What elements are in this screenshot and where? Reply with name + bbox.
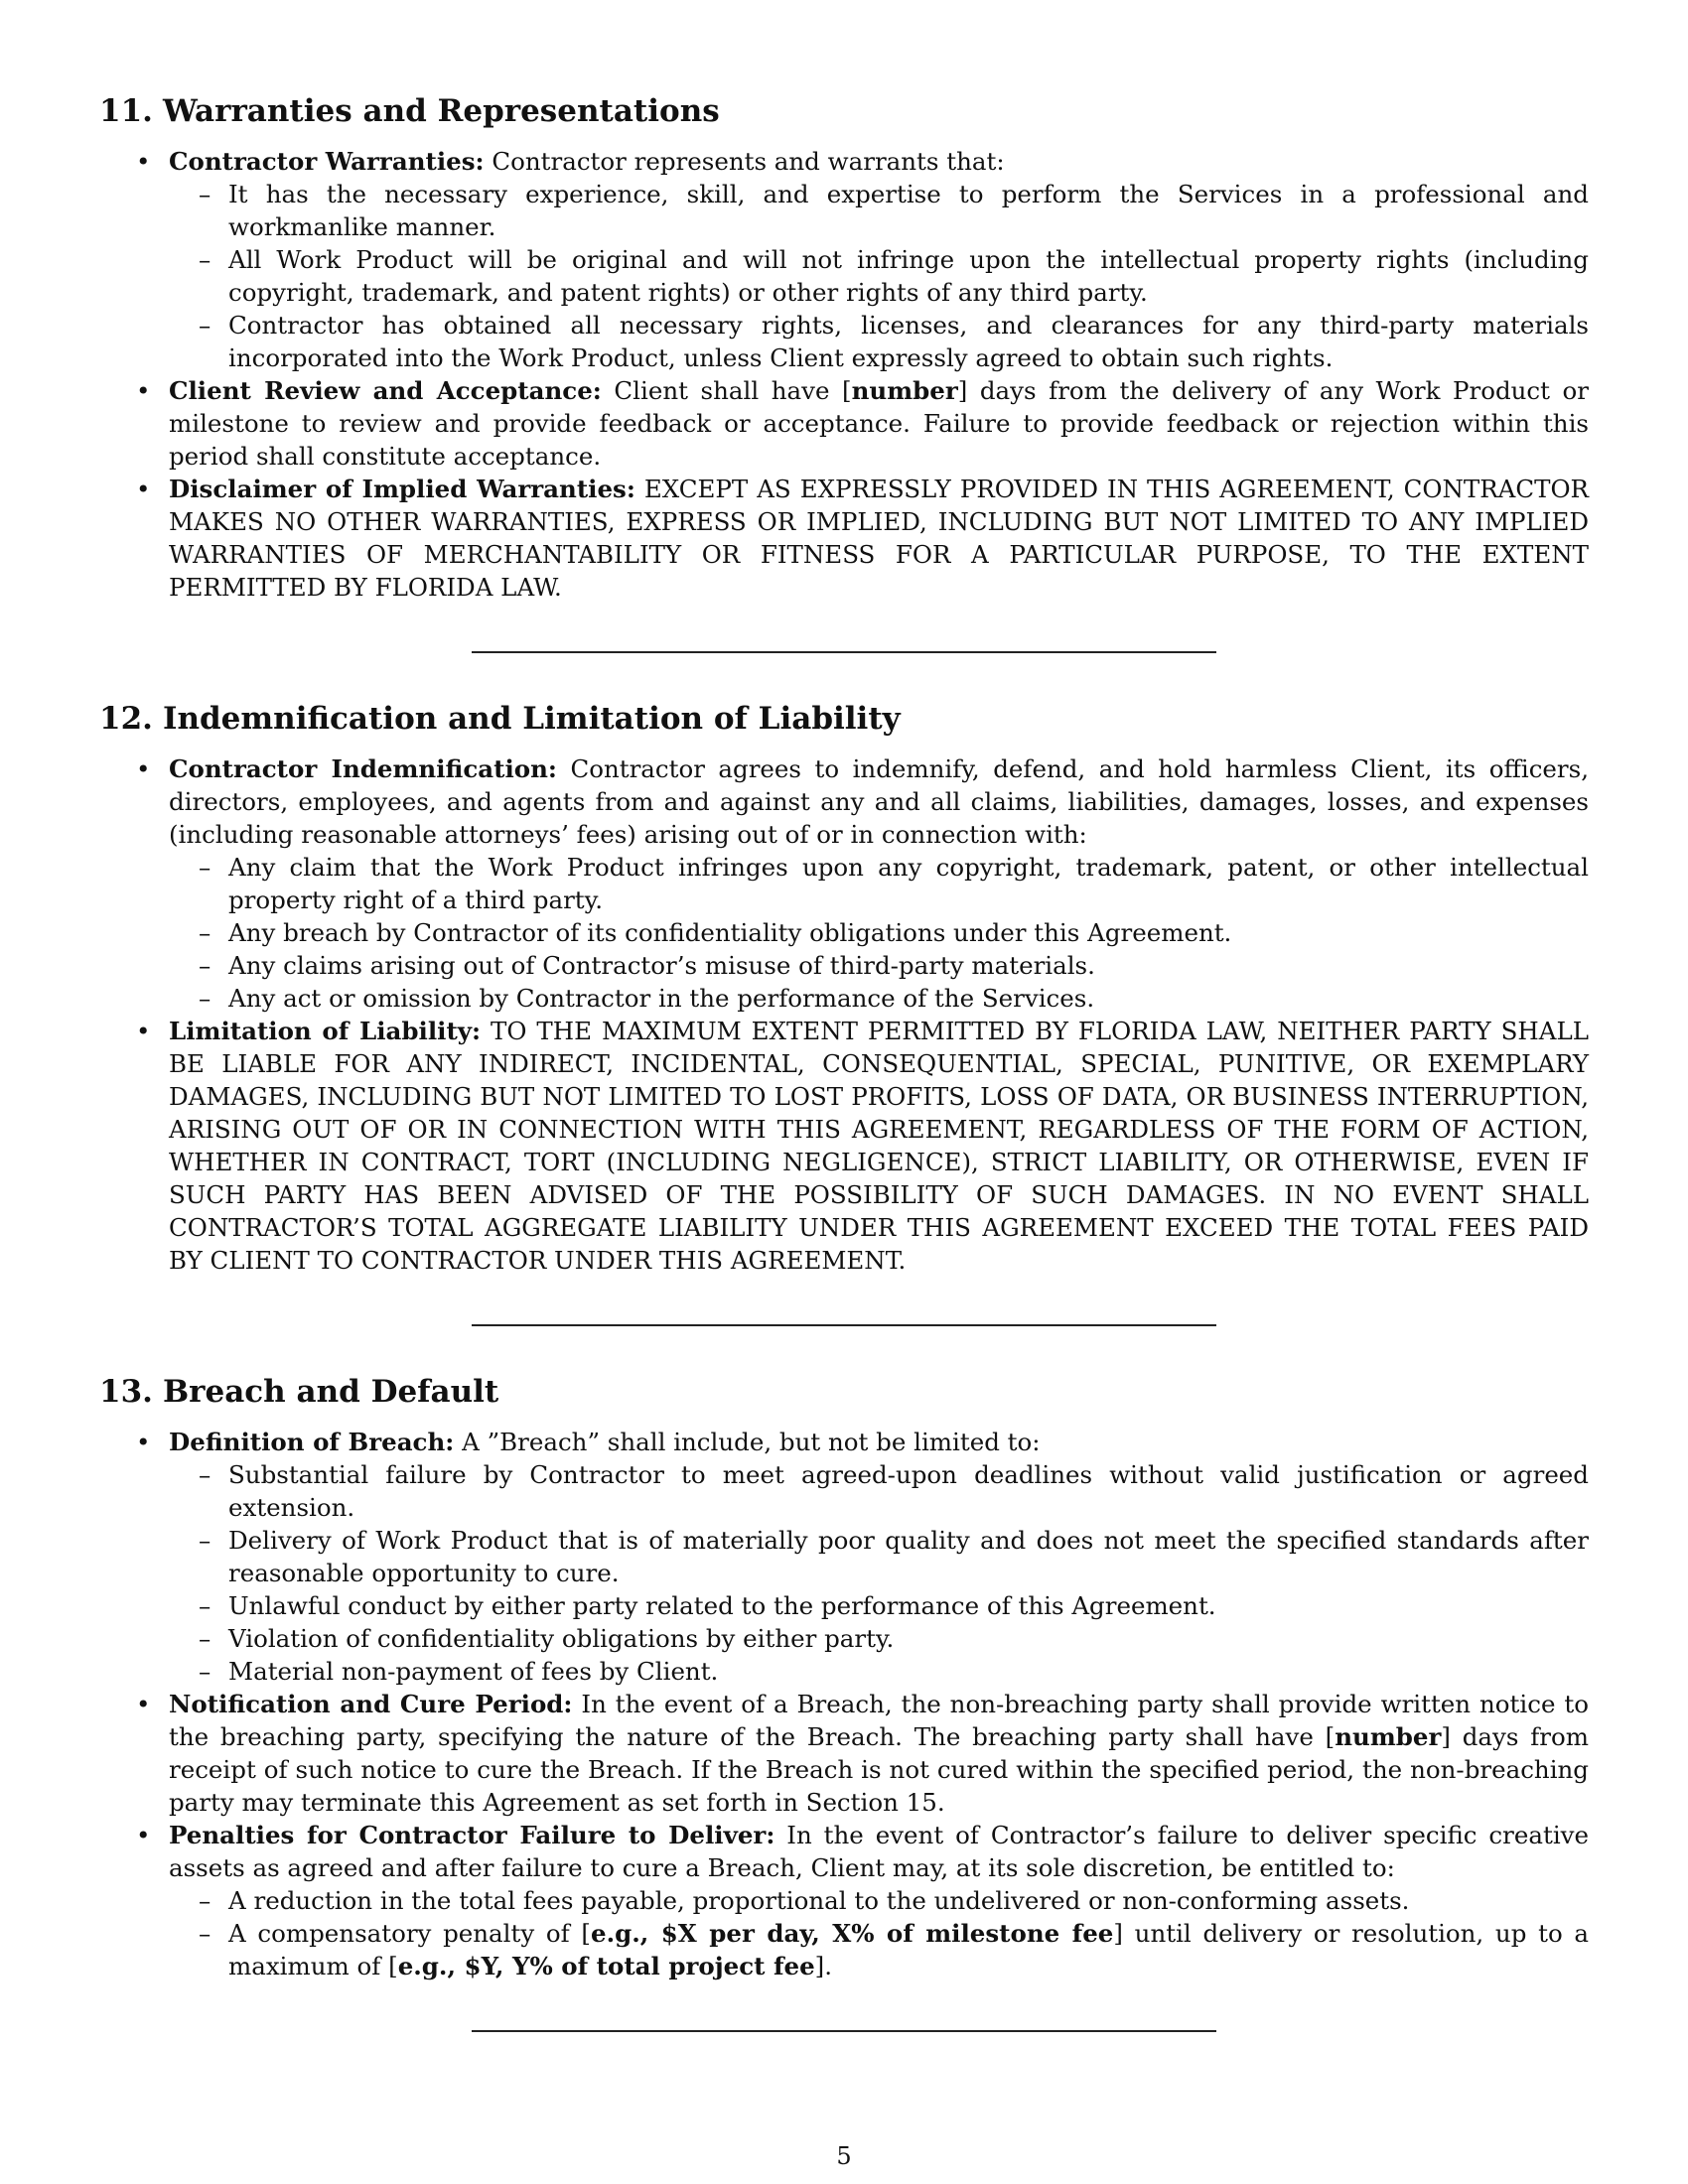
list-item	[99, 145, 1589, 374]
section-heading	[99, 1372, 1589, 1412]
item-text: In the event of a Breach, the non-breaching party shall provide written notice to the breaching party, specifying the nature of the Breach. The breaching party shall have [	[169, 1690, 1589, 1751]
section-12	[99, 699, 1589, 1277]
section-divider	[472, 651, 1216, 653]
section-11	[99, 91, 1589, 604]
section-title: Breach and Default	[162, 1374, 499, 1410]
sub-item-text: ].	[814, 1952, 833, 1980]
sub-item: – Delivery of Work Product that is of materially poor quality and does not meet the specified standards after reasonable opportunity to cure.	[169, 1524, 1589, 1589]
item-text: A ”Breach” shall include, but not be limited to:	[454, 1428, 1041, 1456]
section-items	[99, 145, 1589, 604]
list-item	[99, 1819, 1589, 1982]
list-item	[99, 1426, 1589, 1688]
sub-list	[169, 1884, 1589, 1982]
placeholder-number: number	[1335, 1722, 1442, 1751]
section-heading	[99, 91, 1589, 131]
item-text: TO THE MAXIMUM EXTENT PERMITTED BY FLORIDA LAW, NEITHER PARTY SHALL BE LIABLE FOR ANY INDIRECT, INCIDENTAL, CONSEQUENTIAL, SPECIAL, PUNITIVE, OR EXEMPLARY DAMAGES, INCLUDING BUT NOT LIMITED TO LOST PROFITS, LOSS OF DATA, OR BUSINESS INTERRUPTION, ARISING OUT OF OR IN CONNECTION WITH THIS AGREEMENT, REGARDLESS OF THE FORM OF ACTION, WHETHER IN CONTRACT, TORT (INCLUDING NEGLIGENCE), STRICT LIABILITY, OR OTHERWISE, EVEN IF SUCH PARTY HAS BEEN ADVISED OF THE POSSIBILITY OF SUCH DAMAGES. IN NO EVENT SHALL CONTRACTOR’S TOTAL AGGREGATE LIABILITY UNDER THIS AGREEMENT EXCEED THE TOTAL FEES PAID BY CLIENT TO CONTRACTOR UNDER THIS AGREEMENT.	[169, 1017, 1589, 1275]
section-number: 13.	[99, 1374, 153, 1410]
section-title: Indemnification and Limitation of Liability	[162, 701, 901, 737]
item-label: Penalties for Contractor Failure to Deliver:	[169, 1821, 775, 1849]
list-item	[99, 473, 1589, 604]
section-13	[99, 1372, 1589, 1982]
sub-item: – Material non-payment of fees by Client.	[169, 1655, 1589, 1688]
list-item	[99, 1688, 1589, 1819]
sub-item: – It has the necessary experience, skill, and expertise to perform the Services in a professional and workmanlike manner.	[169, 178, 1589, 243]
item-text: EXCEPT AS EXPRESSLY PROVIDED IN THIS AGREEMENT, CONTRACTOR MAKES NO OTHER WARRANTIES, EXPRESS OR IMPLIED, INCLUDING BUT NOT LIMITED TO ANY IMPLIED WARRANTIES OF MERCHANTABILITY OR FITNESS FOR A PARTICULAR PURPOSE, TO THE EXTENT PERMITTED BY FLORIDA LAW.	[169, 475, 1589, 602]
list-item	[99, 1015, 1589, 1277]
section-number: 11.	[99, 93, 153, 129]
section-title: Warranties and Representations	[162, 93, 720, 129]
sub-item: – All Work Product will be original and will not infringe upon the intellectual property rights (including copyright, trademark, and patent rights) or other rights of any third party.	[169, 243, 1589, 309]
section-items	[99, 1426, 1589, 1982]
section-heading	[99, 699, 1589, 739]
sub-item: – Substantial failure by Contractor to meet agreed-upon deadlines without valid justification or agreed extension.	[169, 1458, 1589, 1524]
placeholder-penalty-max: e.g., $Y, Y% of total project fee	[397, 1952, 815, 1980]
item-label: Contractor Warranties:	[169, 147, 485, 176]
list-item	[99, 752, 1589, 1015]
item-text: Contractor agrees to indemnify, defend, and hold harmless Client, its officers, directors, employees, and agents from and against any and all claims, liabilities, damages, losses, and expenses (including reasonable attorneys’ fees) arising out of or in connection with:	[169, 754, 1590, 849]
sub-item: – Any claims arising out of Contractor’s misuse of third-party materials.	[169, 949, 1589, 982]
sub-item: – A reduction in the total fees payable, proportional to the undelivered or non-conforming assets.	[169, 1884, 1589, 1917]
sub-item: – Contractor has obtained all necessary rights, licenses, and clearances for any third-party materials incorporated into the Work Product, unless Client expressly agreed to obtain such rights.	[169, 309, 1589, 374]
item-text: Client shall have [	[601, 376, 852, 405]
sub-item: – Any breach by Contractor of its confidentiality obligations under this Agreement.	[169, 916, 1589, 949]
page-number: 5	[836, 2142, 852, 2170]
section-divider	[472, 1324, 1216, 1326]
item-label: Disclaimer of Implied Warranties:	[169, 475, 635, 503]
sub-item-text: ] until delivery or resolution, up to a maximum of [	[228, 1919, 1590, 1980]
section-number: 12.	[99, 701, 153, 737]
item-label: Definition of Breach:	[169, 1428, 455, 1456]
sub-list	[169, 1458, 1589, 1688]
item-text: Contractor represents and warrants that:	[484, 147, 1005, 176]
sub-list	[169, 851, 1589, 1015]
section-divider	[472, 2030, 1216, 2032]
placeholder-penalty-rate: e.g., $X per day, X% of milestone fee	[590, 1919, 1114, 1948]
sub-item	[169, 1917, 1589, 1982]
sub-item: – Unlawful conduct by either party related to the performance of this Agreement.	[169, 1589, 1589, 1622]
item-text: In the event of Contractor’s failure to deliver specific creative assets as agreed and after failure to cure a Breach, Client may, at its sole discretion, be entitled to:	[169, 1821, 1589, 1882]
item-label: Notification and Cure Period:	[169, 1690, 573, 1718]
sub-item: – Any claim that the Work Product infringes upon any copyright, trademark, patent, or other intellectual property right of a third party.	[169, 851, 1589, 916]
sub-item: – Violation of confidentiality obligations by either party.	[169, 1622, 1589, 1655]
sub-list	[169, 178, 1589, 374]
item-label: Limitation of Liability:	[169, 1017, 482, 1045]
item-text: ] days from receipt of such notice to cure the Breach. If the Breach is not cured within the specified period, the non-breaching party may terminate this Agreement as set forth in Section 15.	[169, 1722, 1589, 1817]
section-items	[99, 752, 1589, 1277]
item-text: ] days from the delivery of any Work Product or milestone to review and provide feedback or acceptance. Failure to provide feedback or rejection within this period shall constitute acceptance.	[169, 376, 1590, 471]
placeholder-number: number	[851, 376, 958, 405]
item-label: Contractor Indemnification:	[169, 754, 557, 783]
item-label: Client Review and Acceptance:	[169, 376, 602, 405]
document-page	[99, 91, 1589, 2078]
sub-item-text: A compensatory penalty of [	[228, 1919, 591, 1948]
list-item	[99, 374, 1589, 473]
sub-item: – Any act or omission by Contractor in the performance of the Services.	[169, 982, 1589, 1015]
